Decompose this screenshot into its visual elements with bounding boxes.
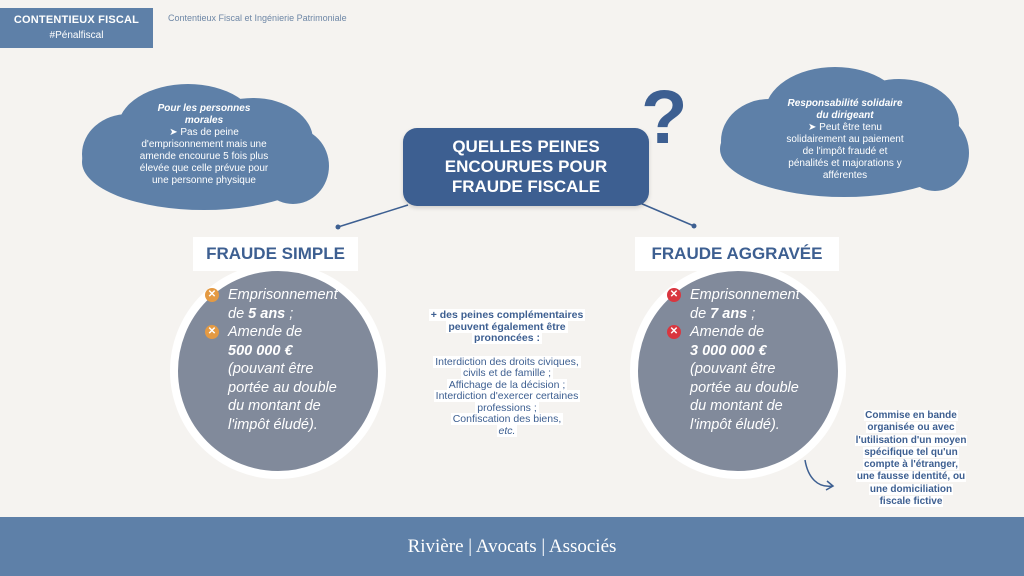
x-red-icon: ✕: [667, 288, 681, 302]
aggr-rest-2: portée au double: [690, 379, 799, 396]
note-line-3: l'utilisation d'un moyen: [855, 434, 967, 446]
connector-left-dot: [336, 225, 341, 230]
x-orange-icon: ✕: [205, 325, 219, 339]
compl-line-5: professions ;: [477, 401, 537, 414]
cloud-right-line-3: de l'impôt fraudé et: [802, 146, 888, 157]
x-orange-icon: ✕: [205, 288, 219, 302]
cloud-right-line-2: solidairement au paiement: [786, 134, 904, 145]
aggr-rest-1: (pouvant être: [690, 361, 776, 377]
main-title-line-1: QUELLES PEINES: [452, 137, 600, 156]
compl-line-4: Interdiction d'exercer certaines: [435, 390, 579, 402]
note-line-5: compte à l'étranger,: [863, 459, 959, 471]
footer-band: [0, 517, 1024, 576]
cloud-left-line-2: d'emprisonnement mais une: [141, 139, 267, 150]
aggr-rest-4: l'impôt éludé).: [690, 416, 780, 433]
simple-amount: 500 000 €: [228, 342, 293, 359]
compl-line-2: civils et de famille ;: [462, 367, 552, 379]
cloud-left-title-2: morales: [184, 115, 224, 126]
simple-rest-4: l'impôt éludé).: [228, 416, 318, 433]
compl-title-2: peuvent également être: [448, 320, 566, 333]
compl-line-1: Interdiction des droits civiques,: [435, 355, 579, 368]
note-line-7: une domiciliation: [869, 483, 953, 495]
simple-line-3: Amende de: [228, 324, 303, 340]
note-line-4: spécifique tel qu'un: [864, 446, 958, 458]
cloud-right-title-2: du dirigeant: [816, 110, 874, 121]
cloud-right-title-1: Responsabilité solidaire: [787, 98, 903, 109]
simple-rest-2: portée au double: [228, 379, 337, 396]
aggr-line-2-prefix: de: [690, 305, 711, 322]
aggr-line-2-suffix: ;: [747, 305, 756, 322]
compl-line-3: Affichage de la décision ;: [448, 378, 566, 391]
aggr-rest-3: du montant de: [690, 398, 783, 414]
badge-title: CONTENTIEUX FISCAL: [13, 14, 140, 26]
aggr-amount: 3 000 000 €: [690, 342, 767, 359]
note-line-1: Commise en bande: [865, 410, 957, 421]
aggravated-conditions-note: [848, 410, 974, 508]
cloud-left-line-4: élevée que celle prévue pour: [139, 163, 269, 174]
connector-right: [640, 203, 694, 226]
badge-hashtag: #Pénalfiscal: [49, 30, 104, 41]
note-line-6: une fausse identité, ou: [856, 471, 966, 483]
cloud-left-title-1: Pour les personnes: [157, 103, 251, 114]
simple-line-2-prefix: de: [228, 305, 249, 322]
x-red-icon: ✕: [667, 325, 681, 339]
simple-rest-3: du montant de: [228, 398, 321, 414]
aggr-line-3: Amende de: [690, 324, 765, 340]
cloud-right-line-4: pénalités et majorations y: [788, 158, 902, 169]
simple-rest-1: (pouvant être: [228, 361, 314, 377]
note-line-2: organisée ou avec: [867, 422, 955, 434]
cloud-right-line-5: afférentes: [822, 170, 868, 181]
fraude-aggravee-header: FRAUDE AGGRAVÉE: [635, 237, 839, 271]
firm-name: Rivière | Avocats | Associés: [407, 535, 617, 557]
header-subtitle: Contentieux Fiscal et Ingénierie Patrimoniale: [168, 13, 347, 23]
complementary-penalties: [410, 310, 604, 437]
category-badge: [0, 8, 153, 48]
question-mark-icon: ?: [641, 75, 688, 160]
note-line-8: fiscale fictive: [879, 496, 943, 508]
fraude-simple-text: [205, 286, 365, 434]
main-title-line-3: FRAUDE FISCALE: [451, 177, 601, 196]
compl-title-3: prononcées :: [474, 332, 540, 344]
connector-left: [338, 205, 408, 227]
aggr-line-1: Emprisonnement: [690, 287, 800, 303]
cloud-left-line-5: une personne physique: [152, 175, 256, 186]
aggr-duration: 7 ans: [710, 305, 748, 322]
cloud-right-text: [730, 98, 960, 182]
compl-etc: etc.: [498, 424, 516, 437]
main-title-box: [403, 128, 649, 206]
main-title-line-2: ENCOURUES POUR: [444, 157, 608, 176]
cloud-left-line-3: amende encourue 5 fois plus: [139, 151, 269, 162]
simple-duration: 5 ans: [248, 305, 286, 322]
simple-line-2-suffix: ;: [285, 305, 294, 322]
simple-line-1: Emprisonnement: [228, 287, 338, 303]
cloud-left-text: [88, 103, 320, 187]
connector-right-dot: [692, 224, 697, 229]
cloud-right-line-1: ➤ Peut être tenu: [808, 122, 882, 133]
compl-line-6: Confiscation des biens,: [452, 413, 562, 425]
fraude-simple-header: FRAUDE SIMPLE: [193, 237, 358, 271]
cloud-left-line-1: ➤ Pas de peine: [169, 127, 239, 138]
compl-title-1: + des peines complémentaires: [430, 309, 584, 321]
fraude-aggravee-text: [667, 286, 832, 434]
